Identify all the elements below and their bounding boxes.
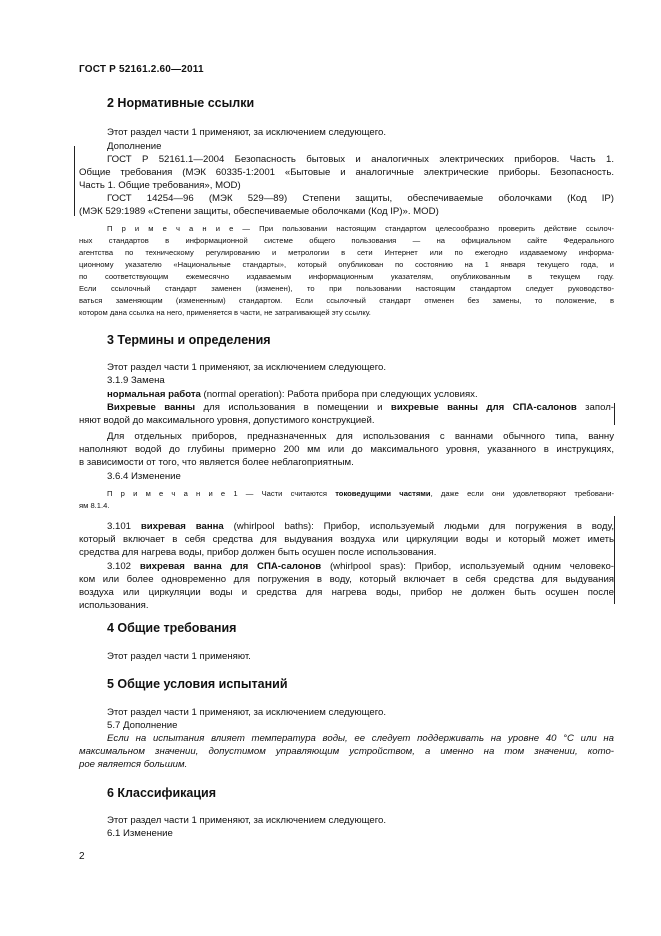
section-6-heading: 6 Классификация xyxy=(107,786,217,800)
s3-clause-364: 3.6.4 Изменение xyxy=(107,471,181,482)
change-bar xyxy=(74,146,75,216)
s3-other-line2: наполняют водой до глубины примерно 200 мм или до максимального уровня, указанного в инструкциях, xyxy=(79,444,614,455)
s3-whirlpool-line1: Вихревые ванны для использования в помещении и вихревые ванны для СПА-салонов запол- xyxy=(107,402,614,413)
s3-def-3102-line1: 3.102 вихревая ванна для СПА-салонов (whirlpool spas): Прибор, используемый одним человеко- xyxy=(107,561,614,572)
s2-note-line3: агентства по техническому регулированию и метрологии в сети Интернет или по ежегодно издаваемому информа- xyxy=(79,248,614,257)
s5-italic-line3: рое является большим. xyxy=(79,759,188,770)
s3-def-3101-line2: который включает в себя средства для выдувания воздуха или циркуляции воды и который может иметь xyxy=(79,534,614,545)
s2-ref1-line1: ГОСТ Р 52161.1—2004 Безопасность бытовых и аналогичных электрических приборов. Часть 1. xyxy=(107,154,614,165)
section-4-heading: 4 Общие требования xyxy=(107,621,237,635)
s2-note-line8: котором дана ссылка на него, применяется в части, не затрагивающей эту ссылку. xyxy=(79,308,371,317)
s3-def-3102-line2: ком или более одновременно для погружения в воду, который включает в себя средства для выдувания xyxy=(79,574,614,585)
s6-intro: Этот раздел части 1 применяют, за исключением следующего. xyxy=(107,815,387,826)
s3-note1-line2: ям 8.1.4. xyxy=(79,501,110,510)
s3-other-line1: Для отдельных приборов, предназначенных для использования с ваннами обычного типа, ванну xyxy=(107,431,614,442)
section-5-heading: 5 Общие условия испытаний xyxy=(107,677,288,691)
s2-ref1-line3: Часть 1. Общие требования», MOD) xyxy=(79,180,241,191)
s2-note-line4: ционному указателю «Национальные стандарты», который опубликован по состоянию на 1 января текущего года, и xyxy=(79,260,614,269)
s2-note-line2: ных стандартов в информационной системе общего пользования — на официальном сайте Федерального xyxy=(79,236,614,245)
s6-clause-61: 6.1 Изменение xyxy=(107,828,173,839)
s2-ref1-line2: Общие требования (МЭК 60335-1:2001 «Бытовые и аналогичные электрические приборы. Безопасность. xyxy=(79,167,614,178)
s2-addition: Дополнение xyxy=(107,141,162,152)
document-header: ГОСТ Р 52161.2.60—2011 xyxy=(79,64,204,75)
s5-italic-line1: Если на испытания влияет температура воды, ее следует поддерживать на уровне 40 °C или на xyxy=(107,733,614,744)
s3-def-3102-line3: воздуха или циркуляции воды и средства для нагрева воды, прибор не должен быть осушен после xyxy=(79,587,614,598)
s2-note-line1: П р и м е ч а н и е — При пользовании настоящим стандартом целесообразно проверить действие ссылоч- xyxy=(107,224,614,233)
s2-ref2-line2: (МЭК 529:1989 «Степени защиты, обеспечиваемые оболочками (Код IP)». MOD) xyxy=(79,206,439,217)
change-bar xyxy=(614,403,615,425)
s3-def-3101-line3: средства для нагрева воды, прибор должен быть осушен после использования. xyxy=(79,547,437,558)
s3-intro: Этот раздел части 1 применяют, за исключением следующего. xyxy=(107,362,387,373)
s4-text: Этот раздел части 1 применяют. xyxy=(107,651,251,662)
s2-intro: Этот раздел части 1 применяют, за исключением следующего. xyxy=(107,127,387,138)
s3-def-3101-line1: 3.101 вихревая ванна (whirlpool baths): Прибор, используемый людьми для погружения в воду, xyxy=(107,521,614,532)
s3-other-line3: в зависимости от того, что является более неблагоприятным. xyxy=(79,457,354,468)
s3-def-3102-line4: использования. xyxy=(79,600,149,611)
page-number: 2 xyxy=(79,851,85,862)
change-bar xyxy=(614,516,615,604)
s5-clause-57: 5.7 Дополнение xyxy=(107,720,178,731)
s2-note-line7: ваться заменяющим (измененным) стандартом. Если ссылочный стандарт отменен без замены, то положение, в xyxy=(79,296,614,305)
s3-note1-line1: П р и м е ч а н и е 1 — Части считаются токоведущими частями, даже если они удовлетворяют требовани- xyxy=(107,489,614,498)
section-3-heading: 3 Термины и определения xyxy=(107,333,271,347)
s2-note-line5: по соответствующим ежемесячно издаваемым информационным указателям, опубликованным в текущем году. xyxy=(79,272,614,281)
s3-whirlpool-line2: няют водой до максимального уровня, допустимого конструкцией. xyxy=(79,415,375,426)
s5-intro: Этот раздел части 1 применяют, за исключением следующего. xyxy=(107,707,387,718)
s2-ref2-line1: ГОСТ 14254—96 (МЭК 529—89) Степени защиты, обеспечиваемые оболочками (Код IP) xyxy=(107,193,614,204)
s5-italic-line2: максимальном значении, допустимом управляющим устройством, а именно на том значении, кото- xyxy=(79,746,614,757)
s3-clause-319: 3.1.9 Замена xyxy=(107,375,165,386)
section-2-heading: 2 Нормативные ссылки xyxy=(107,96,255,110)
s2-note-line6: Если ссылочный стандарт заменен (изменен), то при пользовании настоящим стандартом следует руководство- xyxy=(79,284,614,293)
s3-normal-operation: нормальная работа (normal operation): Работа прибора при следующих условиях. xyxy=(107,389,478,400)
